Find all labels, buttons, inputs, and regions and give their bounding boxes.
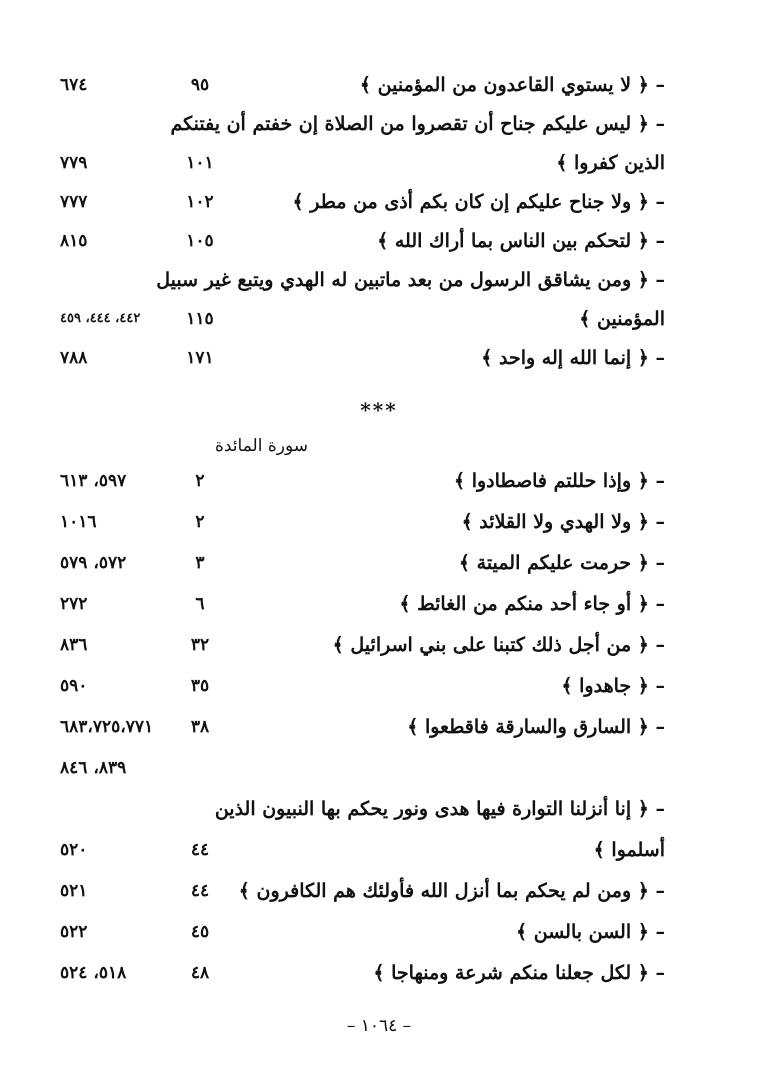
ayah-number: ٢ <box>195 512 205 532</box>
index-line <box>60 226 665 258</box>
page-references: ٦٨٣،٧٢٥،٧٧١ <box>60 717 154 737</box>
ayah-number: ٤٨ <box>190 963 210 983</box>
verse-text: – ﴿ لا يستوي القاعدون من المؤمنين ﴾ <box>359 74 665 96</box>
ayah-number: ٣٥ <box>190 676 210 696</box>
ayah-number: ١٠٢ <box>186 192 214 212</box>
index-line <box>60 507 665 539</box>
ayah-number: ٤٤ <box>190 840 210 860</box>
section-separator: *** <box>360 398 398 422</box>
page-references: ٦٧٤ <box>60 75 88 95</box>
index-line <box>60 148 665 180</box>
index-line <box>60 109 665 141</box>
index-line <box>60 187 665 219</box>
surah-title: سورة المائدة <box>214 436 308 456</box>
ayah-number: ١٠٥ <box>186 231 214 251</box>
page-references: ٥١٨، ٥٢٤ <box>60 963 127 983</box>
index-line <box>60 917 665 949</box>
index-line <box>60 630 665 662</box>
index-line <box>60 548 665 580</box>
page-references: ٤٤٢، ٤٤٤، ٤٥٩ <box>60 311 141 326</box>
verse-text: – ﴿ ليس عليكم جناح أن تقصروا من الصلاة إن خفتم أن يفتنكم <box>170 113 665 135</box>
page-references: ٨٣٦ <box>60 635 88 655</box>
index-line <box>60 70 665 102</box>
page-references: ٧٧٩ <box>60 153 88 173</box>
ayah-number: ٤٤ <box>190 881 210 901</box>
ayah-number: ٤٥ <box>190 922 210 942</box>
index-line <box>60 304 665 336</box>
index-line <box>60 753 665 785</box>
page-references: ٨٣٩، ٨٤٦ <box>60 758 127 778</box>
verse-text: – ﴿ السارق والسارقة فاقطعوا ﴾ <box>407 716 665 738</box>
verse-text: – ﴿ ومن لم يحكم بما أنزل الله فأولئك هم الكافرون ﴾ <box>238 880 665 902</box>
verse-text: – ﴿ لتحكم بين الناس بما أراك الله ﴾ <box>377 230 665 252</box>
verse-text: – ﴿ إنما الله إله واحد ﴾ <box>481 347 665 369</box>
ayah-number: ٢ <box>195 471 205 491</box>
verse-text: – ﴿ أو جاء أحد منكم من الغائط ﴾ <box>399 593 665 615</box>
index-line <box>60 876 665 908</box>
index-line <box>60 958 665 990</box>
page-references: ٥٩٠ <box>60 676 88 696</box>
page-references: ٨١٥ <box>60 231 88 251</box>
ayah-number: ٣٨ <box>190 717 210 737</box>
ayah-number: ٦ <box>195 594 205 614</box>
verse-text: – ﴿ ومن يشاقق الرسول من بعد ماتبين له الهدي ويتبع غير سبيل <box>156 269 665 291</box>
verse-text: المؤمنين ﴾ <box>579 308 665 330</box>
verse-text: – ﴿ ولا الهدي ولا القلائد ﴾ <box>461 511 665 533</box>
page-references: ١٠١٦ <box>60 512 97 532</box>
page-references: ٥٢٢ <box>60 922 88 942</box>
page-references: ٧٨٨ <box>60 348 88 368</box>
page-references: ٥٩٧، ٦١٣ <box>60 471 127 491</box>
page-references: ٥٢١ <box>60 881 88 901</box>
page-references: ٥٧٢، ٥٧٩ <box>60 553 127 573</box>
index-line <box>60 466 665 498</box>
index-line <box>60 265 665 297</box>
verse-text: – ﴿ لكل جعلنا منكم شرعة ومنهاجا ﴾ <box>373 962 665 984</box>
index-line <box>60 835 665 867</box>
index-line <box>60 794 665 826</box>
verse-text: – ﴿ إنا أنزلنا التوارة فيها هدى ونور يحكم بها النبيون الذين <box>214 798 665 820</box>
ayah-number: ١٧١ <box>186 348 214 368</box>
index-line <box>60 343 665 375</box>
verse-text: – ﴿ من أجل ذلك كتبنا على بني اسرائيل ﴾ <box>332 634 665 656</box>
page-references: ٧٧٧ <box>60 192 88 212</box>
ayah-number: ٩٥ <box>190 75 210 95</box>
ayah-number: ١٠١ <box>186 153 214 173</box>
page-references: ٢٧٢ <box>60 594 88 614</box>
verse-text: – ﴿ حرمت عليكم الميتة ﴾ <box>458 552 665 574</box>
index-line <box>60 589 665 621</box>
index-line <box>60 712 665 744</box>
verse-text: أسلموا ﴾ <box>593 839 665 861</box>
verse-text: – ﴿ جاهدوا ﴾ <box>561 675 665 697</box>
ayah-number: ٣٢ <box>190 635 210 655</box>
verse-text: – ﴿ السن بالسن ﴾ <box>516 921 665 943</box>
ayah-number: ١١٥ <box>186 309 214 329</box>
verse-text: الذين كفروا ﴾ <box>556 152 665 174</box>
verse-text: – ﴿ وإذا حللتم فاصطادوا ﴾ <box>453 470 665 492</box>
index-line <box>60 671 665 703</box>
ayah-number: ٣ <box>195 553 205 573</box>
page-references: ٥٢٠ <box>60 840 88 860</box>
page-number: – ١٠٦٤ – <box>346 1016 412 1036</box>
verse-text: – ﴿ ولا جناح عليكم إن كان بكم أذى من مطر ﴾ <box>292 191 665 213</box>
